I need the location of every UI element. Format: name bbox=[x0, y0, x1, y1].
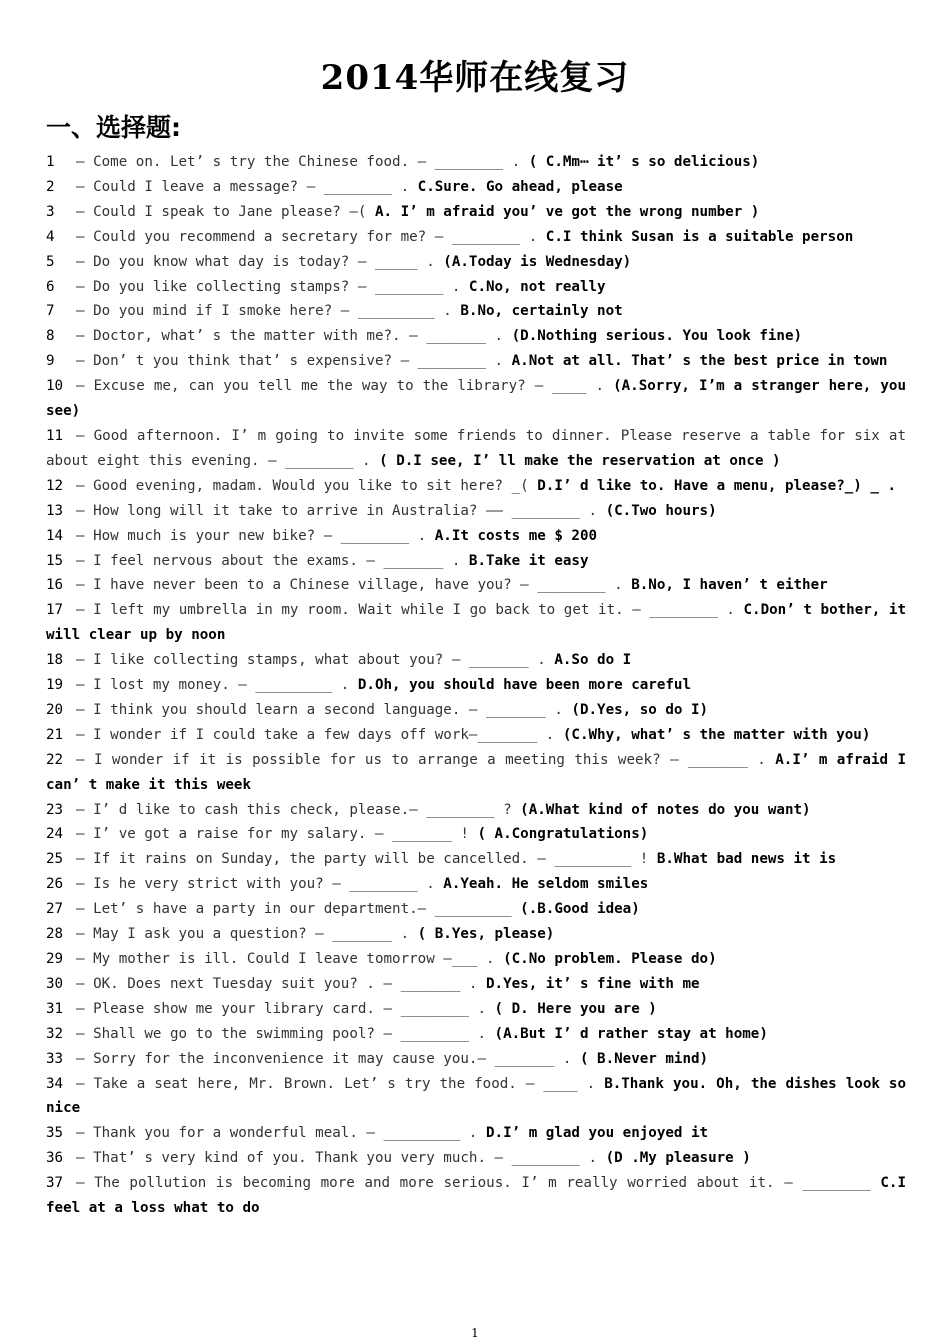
question-item bbox=[46, 723, 906, 748]
answer-text: D.I’ m glad you enjoyed it bbox=[486, 1125, 709, 1142]
question-item bbox=[46, 897, 906, 922]
question-number: 24 bbox=[46, 826, 64, 843]
question-item bbox=[46, 872, 906, 897]
question-number: 1 bbox=[46, 154, 55, 170]
question-text: — The pollution is becoming more and more serious. I’ m really worried about it. — ________ bbox=[76, 1175, 871, 1192]
question-item bbox=[46, 1047, 906, 1072]
question-number: 5 bbox=[46, 253, 55, 270]
answer-text: ( A.Congratulations) bbox=[477, 826, 649, 843]
question-item bbox=[46, 549, 906, 574]
question-item bbox=[46, 474, 906, 499]
question-number: 12 bbox=[46, 477, 64, 494]
question-text: — If it rains on Sunday, the party will be cancelled. — _________ ! bbox=[76, 851, 649, 868]
question-text: — Could I leave a message? — ________ . bbox=[76, 178, 410, 195]
question-item bbox=[46, 524, 906, 549]
answer-text: B.Take it easy bbox=[468, 552, 589, 569]
question-text: — Doctor, what’ s the matter with me?. — _______ . bbox=[76, 328, 504, 345]
question-item bbox=[46, 225, 906, 250]
question-number: 29 bbox=[46, 951, 64, 967]
question-text: — Thank you for a wonderful meal. — _________ . bbox=[76, 1125, 478, 1142]
question-item bbox=[46, 374, 906, 424]
answer-text: C.Don’ t bother, it will clear up by noon bbox=[46, 602, 907, 644]
answer-text: A.I’ m afraid I can’ t make it this week bbox=[46, 751, 907, 793]
question-text: — I have never been to a Chinese village, have you? — ________ . bbox=[76, 577, 623, 594]
question-item bbox=[46, 1072, 906, 1122]
answer-text: (D.Yes, so do I) bbox=[571, 701, 709, 718]
question-number: 23 bbox=[46, 801, 64, 818]
question-number: 36 bbox=[46, 1150, 64, 1167]
answer-text: (A.Today is Wednesday) bbox=[443, 253, 632, 270]
question-item bbox=[46, 200, 906, 225]
question-number: 31 bbox=[46, 1000, 64, 1017]
question-text: — Good evening, madam. Would you like to sit here? _( bbox=[76, 477, 529, 494]
question-item bbox=[46, 150, 906, 175]
question-item bbox=[46, 250, 906, 275]
answer-text: (C.Two hours) bbox=[605, 502, 717, 519]
question-list bbox=[46, 150, 906, 1221]
question-number: 34 bbox=[46, 1075, 64, 1092]
section-heading: 一、选择题: bbox=[46, 113, 181, 142]
question-text: — Shall we go to the swimming pool? — ________ . bbox=[76, 1025, 486, 1042]
question-text: — Don’ t you think that’ s expensive? — ________ . bbox=[76, 353, 504, 370]
question-item bbox=[46, 972, 906, 997]
answer-text: (C.No problem. Please do) bbox=[503, 951, 717, 967]
question-item bbox=[46, 847, 906, 872]
question-number: 11 bbox=[46, 427, 64, 444]
question-item bbox=[46, 349, 906, 374]
question-number: 3 bbox=[46, 203, 55, 220]
question-number: 19 bbox=[46, 677, 64, 694]
question-item bbox=[46, 798, 906, 823]
question-text: — Good afternoon. I’ m going to invite some friends to dinner. Please reserve a table for six at about eight this evening. — ________ . bbox=[46, 427, 906, 469]
question-text: — Sorry for the inconvenience it may cause you.— _______ . bbox=[76, 1050, 572, 1067]
question-item bbox=[46, 324, 906, 349]
answer-text: (.B.Good idea) bbox=[520, 901, 640, 918]
question-text: — That’ s very kind of you. Thank you very much. — ________ . bbox=[76, 1150, 598, 1167]
answer-text: ( D. Here you are ) bbox=[494, 1000, 657, 1017]
answer-text: C.I think Susan is a suitable person bbox=[545, 228, 854, 245]
question-number: 21 bbox=[46, 726, 64, 743]
question-item bbox=[46, 499, 906, 524]
answer-text: D.I’ d like to. Have a menu, please?_) _ . bbox=[537, 477, 897, 494]
question-item bbox=[46, 922, 906, 947]
question-item bbox=[46, 822, 906, 847]
question-item bbox=[46, 275, 906, 300]
answer-text: ( B.Yes, please) bbox=[417, 926, 555, 943]
question-number: 22 bbox=[46, 751, 64, 768]
question-text: — How much is your new bike? — ________ . bbox=[76, 527, 427, 544]
question-text: — My mother is ill. Could I leave tomorrow —___ . bbox=[76, 951, 495, 967]
question-text: — Excuse me, can you tell me the way to the library? — ____ . bbox=[76, 378, 605, 395]
question-text: — Could you recommend a secretary for me? — ________ . bbox=[76, 228, 538, 245]
question-number: 8 bbox=[46, 328, 55, 345]
question-number: 2 bbox=[46, 178, 55, 195]
question-number: 10 bbox=[46, 378, 64, 395]
question-text: — I think you should learn a second language. — _______ . bbox=[76, 701, 563, 718]
answer-text: (A.Sorry, I’m a stranger here, you see) bbox=[46, 378, 906, 420]
question-text: — I wonder if I could take a few days off work—_______ . bbox=[76, 726, 555, 743]
question-text: — OK. Does next Tuesday suit you? . — _______ . bbox=[76, 975, 478, 992]
question-text: — Could I speak to Jane please? —( bbox=[76, 203, 367, 220]
question-number: 35 bbox=[46, 1125, 64, 1142]
question-text: — I like collecting stamps, what about you? — _______ . bbox=[76, 652, 546, 669]
answer-text: C.Sure. Go ahead, please bbox=[417, 178, 623, 195]
answer-text: A.It costs me $ 200 bbox=[434, 527, 598, 544]
answer-text: A.Yeah. He seldom smiles bbox=[443, 876, 649, 893]
answer-text: A. I’ m afraid you’ ve got the wrong number ) bbox=[374, 203, 760, 220]
question-item bbox=[46, 175, 906, 200]
question-item bbox=[46, 947, 906, 972]
answer-text: D.Oh, you should have been more careful bbox=[357, 677, 692, 694]
answer-text: A.So do I bbox=[554, 652, 632, 669]
question-text: — Please show me your library card. — ________ . bbox=[76, 1000, 486, 1017]
question-text: — Let’ s have a party in our department.— _________ bbox=[76, 901, 512, 918]
question-text: — Do you like collecting stamps? — ________ . bbox=[76, 278, 461, 295]
question-number: 16 bbox=[46, 577, 64, 594]
question-number: 30 bbox=[46, 975, 64, 992]
question-number: 9 bbox=[46, 353, 55, 370]
answer-text: ( C.Mm⋯ it’ s so delicious) bbox=[528, 154, 760, 170]
question-number: 25 bbox=[46, 851, 64, 868]
question-text: — I left my umbrella in my room. Wait while I go back to get it. — ________ . bbox=[76, 602, 735, 619]
question-text: — I wonder if it is possible for us to arrange a meeting this week? — _______ . bbox=[76, 751, 766, 768]
answer-text: ( B.Never mind) bbox=[579, 1050, 709, 1067]
question-text: — I’ ve got a raise for my salary. — _______ ! bbox=[76, 826, 469, 843]
answer-text: B.Thank you. Oh, the dishes look so nice bbox=[46, 1075, 906, 1117]
answer-text: (D.Nothing serious. You look fine) bbox=[511, 328, 803, 345]
question-text: — I’ d like to cash this check, please.— ________ ? bbox=[76, 801, 512, 818]
question-number: 37 bbox=[46, 1175, 64, 1192]
question-text: — Come on. Let’ s try the Chinese food. — ________ . bbox=[76, 154, 521, 170]
question-item bbox=[46, 573, 906, 598]
question-number: 14 bbox=[46, 527, 64, 544]
answer-text: (A.What kind of notes do you want) bbox=[520, 801, 811, 818]
question-number: 6 bbox=[46, 278, 55, 295]
question-number: 32 bbox=[46, 1025, 64, 1042]
question-number: 7 bbox=[46, 303, 55, 320]
question-item bbox=[46, 1171, 906, 1221]
answer-text: B.What bad news it is bbox=[656, 851, 837, 868]
question-number: 27 bbox=[46, 901, 64, 918]
answer-text: B.No, I haven’ t either bbox=[631, 577, 828, 594]
question-text: — Is he very strict with you? — ________ . bbox=[76, 876, 435, 893]
question-number: 13 bbox=[46, 502, 64, 519]
question-number: 20 bbox=[46, 701, 64, 718]
question-item bbox=[46, 648, 906, 673]
question-item bbox=[46, 598, 906, 648]
answer-text: C.I feel at a loss what to do bbox=[46, 1175, 906, 1217]
answer-text: D.Yes, it’ s fine with me bbox=[486, 975, 700, 992]
question-number: 33 bbox=[46, 1050, 64, 1067]
question-item bbox=[46, 1146, 906, 1171]
question-item bbox=[46, 698, 906, 723]
question-text: — Do you mind if I smoke here? — _________ . bbox=[76, 303, 452, 320]
question-number: 18 bbox=[46, 652, 64, 669]
question-number: 28 bbox=[46, 926, 64, 943]
question-number: 17 bbox=[46, 602, 64, 619]
answer-text: C.No, not really bbox=[468, 278, 606, 295]
question-text: — I feel nervous about the exams. — _______ . bbox=[76, 552, 461, 569]
question-item bbox=[46, 1121, 906, 1146]
question-item bbox=[46, 748, 906, 798]
answer-text: (D .My pleasure ) bbox=[605, 1150, 751, 1167]
question-text: — May I ask you a question? — _______ . bbox=[76, 926, 410, 943]
page-number: 1 bbox=[471, 1326, 479, 1340]
answer-text: (A.But I’ d rather stay at home) bbox=[494, 1025, 768, 1042]
answer-text: ( D.I see, I’ ll make the reservation at once ) bbox=[379, 452, 781, 469]
question-item bbox=[46, 299, 906, 324]
answer-text: A.Not at all. That’ s the best price in town bbox=[511, 353, 888, 370]
question-item bbox=[46, 997, 906, 1022]
question-item bbox=[46, 1022, 906, 1047]
question-number: 4 bbox=[46, 228, 55, 245]
answer-text: B.No, certainly not bbox=[460, 303, 623, 320]
answer-text: (C.Why, what’ s the matter with you) bbox=[562, 726, 871, 743]
question-number: 15 bbox=[46, 552, 64, 569]
question-text: — I lost my money. — _________ . bbox=[76, 677, 350, 694]
question-number: 26 bbox=[46, 876, 64, 893]
page-title: 2014华师在线复习 bbox=[320, 58, 630, 98]
question-item bbox=[46, 424, 906, 474]
question-text: — Take a seat here, Mr. Brown. Let’ s try the food. — ____ . bbox=[76, 1075, 596, 1092]
question-text: — How long will it take to arrive in Australia? —— ________ . bbox=[76, 502, 598, 519]
question-text: — Do you know what day is today? — _____ . bbox=[76, 253, 435, 270]
question-item bbox=[46, 673, 906, 698]
